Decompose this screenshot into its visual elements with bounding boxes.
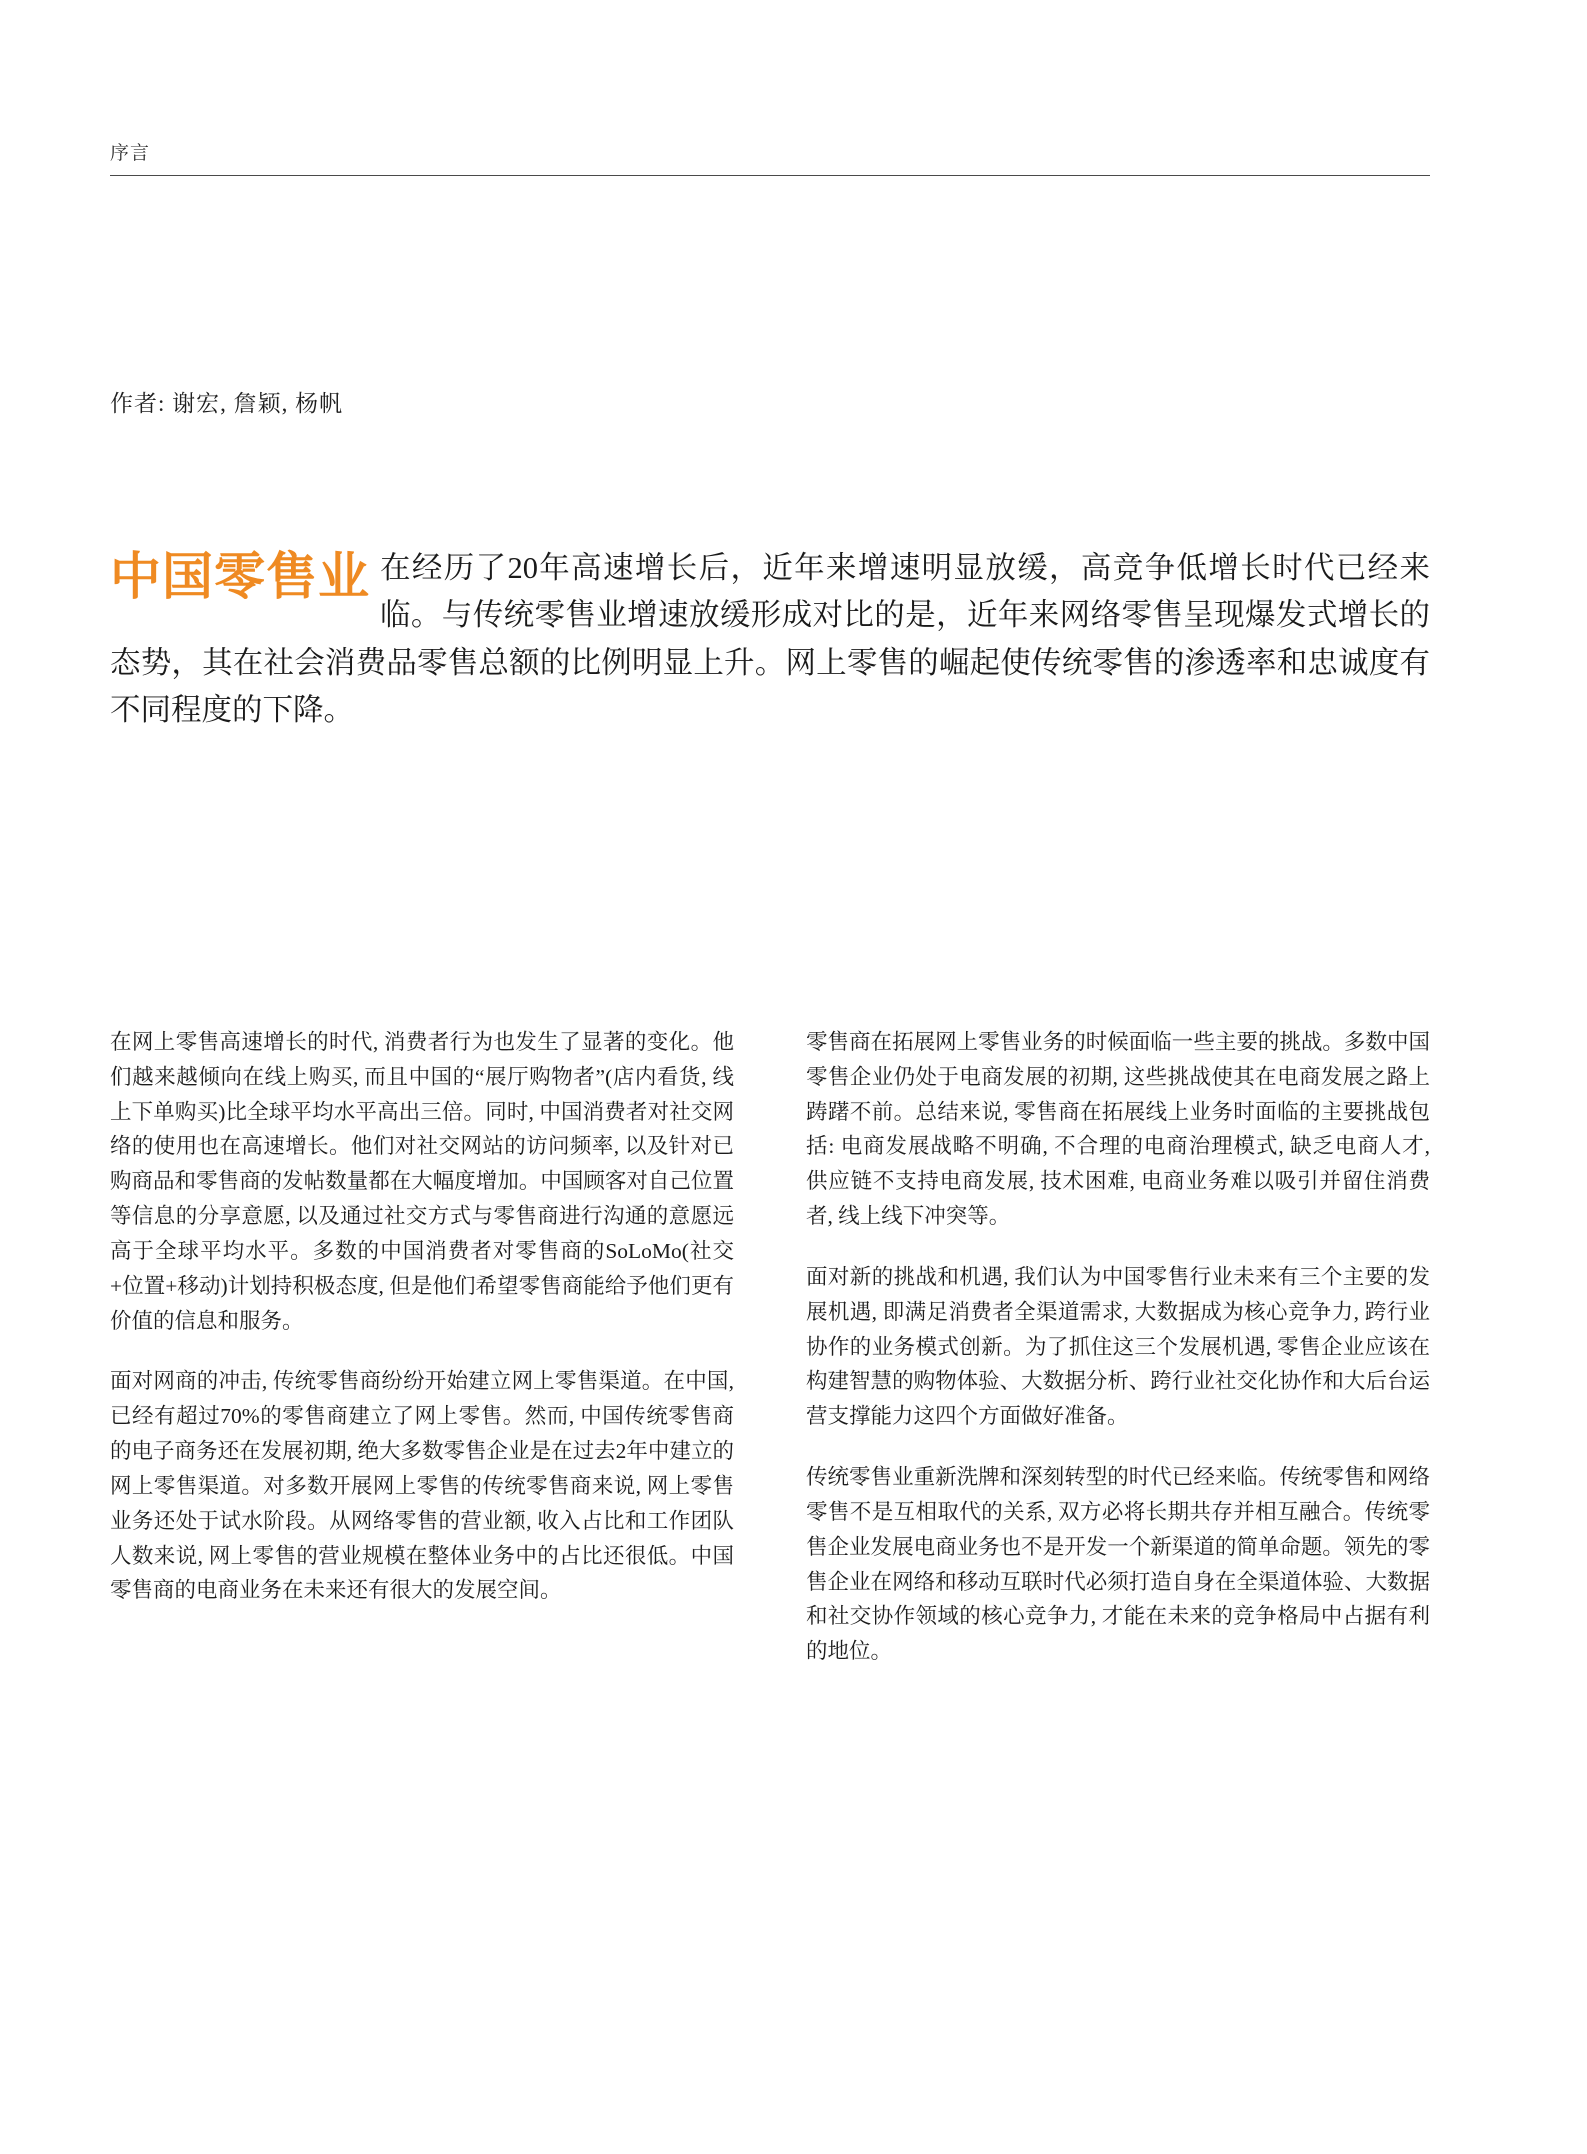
- right-column: [806, 1025, 1430, 1669]
- left-column: [110, 1025, 734, 1669]
- page-header: [110, 138, 1430, 176]
- lede-text: 在经历了20年高速增长后，近年来增速明显放缓，高竞争低增长时代已经来临。与传统零售业增速放缓形成对比的是，近年来网络零售呈现爆发式增长的态势，其在社会消费品零售总额的比例明显上升。网上零售的崛起使传统零售的渗透率和忠诚度有不同程度的下降。: [110, 551, 1430, 727]
- paragraph: 零售商在拓展网上零售业务的时候面临一些主要的挑战。多数中国零售企业仍处于电商发展的初期, 这些挑战使其在电商发展之路上踌躇不前。总结来说, 零售商在拓展线上业务时面临的主要挑战包括: 电商发展战略不明确, 不合理的电商治理模式, 缺乏电商人才, 供应链不支持电商发展, 技术困难, 电商业务难以吸引并留住消费者, 线上线下冲突等。: [806, 1030, 1430, 1229]
- paragraph: 传统零售业重新洗牌和深刻转型的时代已经来临。传统零售和网络零售不是互相取代的关系, 双方必将长期共存并相互融合。传统零售企业发展电商业务也不是开发一个新渠道的简单命题。领先的零售企业在网络和移动互联时代必须打造自身在全渠道体验、大数据和社交协作领域的核心竞争力, 才能在未来的竞争格局中占据有利的地位。: [806, 1465, 1430, 1664]
- body-columns: [110, 1025, 1430, 1669]
- article-title: 中国零售业: [110, 548, 371, 605]
- header-divider: [110, 175, 1430, 176]
- author-line: 作者: 谢宏, 詹颖, 杨帆: [110, 391, 344, 416]
- section-label: 序言: [110, 143, 151, 164]
- paragraph: 面对网商的冲击, 传统零售商纷纷开始建立网上零售渠道。在中国, 已经有超过70%的零售商建立了网上零售。然而, 中国传统零售商的电子商务还在发展初期, 绝大多数零售企业是在过去2年中建立的网上零售渠道。对多数开展网上零售的传统零售商来说, 网上零售业务还处于试水阶段。从网络零售的营业额, 收入占比和工作团队人数来说, 网上零售的营业规模在整体业务中的占比还很低。中国零售商的电商业务在未来还有很大的发展空间。: [110, 1369, 734, 1603]
- paragraph: 在网上零售高速增长的时代, 消费者行为也发生了显著的变化。他们越来越倾向在线上购买, 而且中国的“展厅购物者”(店内看货, 线上下单购买)比全球平均水平高出三倍。同时, 中国消费者对社交网络的使用也在高速增长。他们对社交网站的访问频率, 以及针对已购商品和零售商的发帖数量都在大幅度增加。中国顾客对自己位置等信息的分享意愿, 以及通过社交方式与零售商进行沟通的意愿远高于全球平均水平。多数的中国消费者对零售商的SoLoMo(社交+位置+移动)计划持积极态度, 但是他们希望零售商能给予他们更有价值的信息和服务。: [110, 1030, 734, 1333]
- lede-paragraph: [110, 545, 1430, 734]
- paragraph: 面对新的挑战和机遇, 我们认为中国零售行业未来有三个主要的发展机遇, 即满足消费者全渠道需求, 大数据成为核心竞争力, 跨行业协作的业务模式创新。为了抓住这三个发展机遇, 零售企业应该在构建智慧的购物体验、大数据分析、跨行业社交化协作和大后台运营支撑能力这四个方面做好准备。: [806, 1264, 1430, 1429]
